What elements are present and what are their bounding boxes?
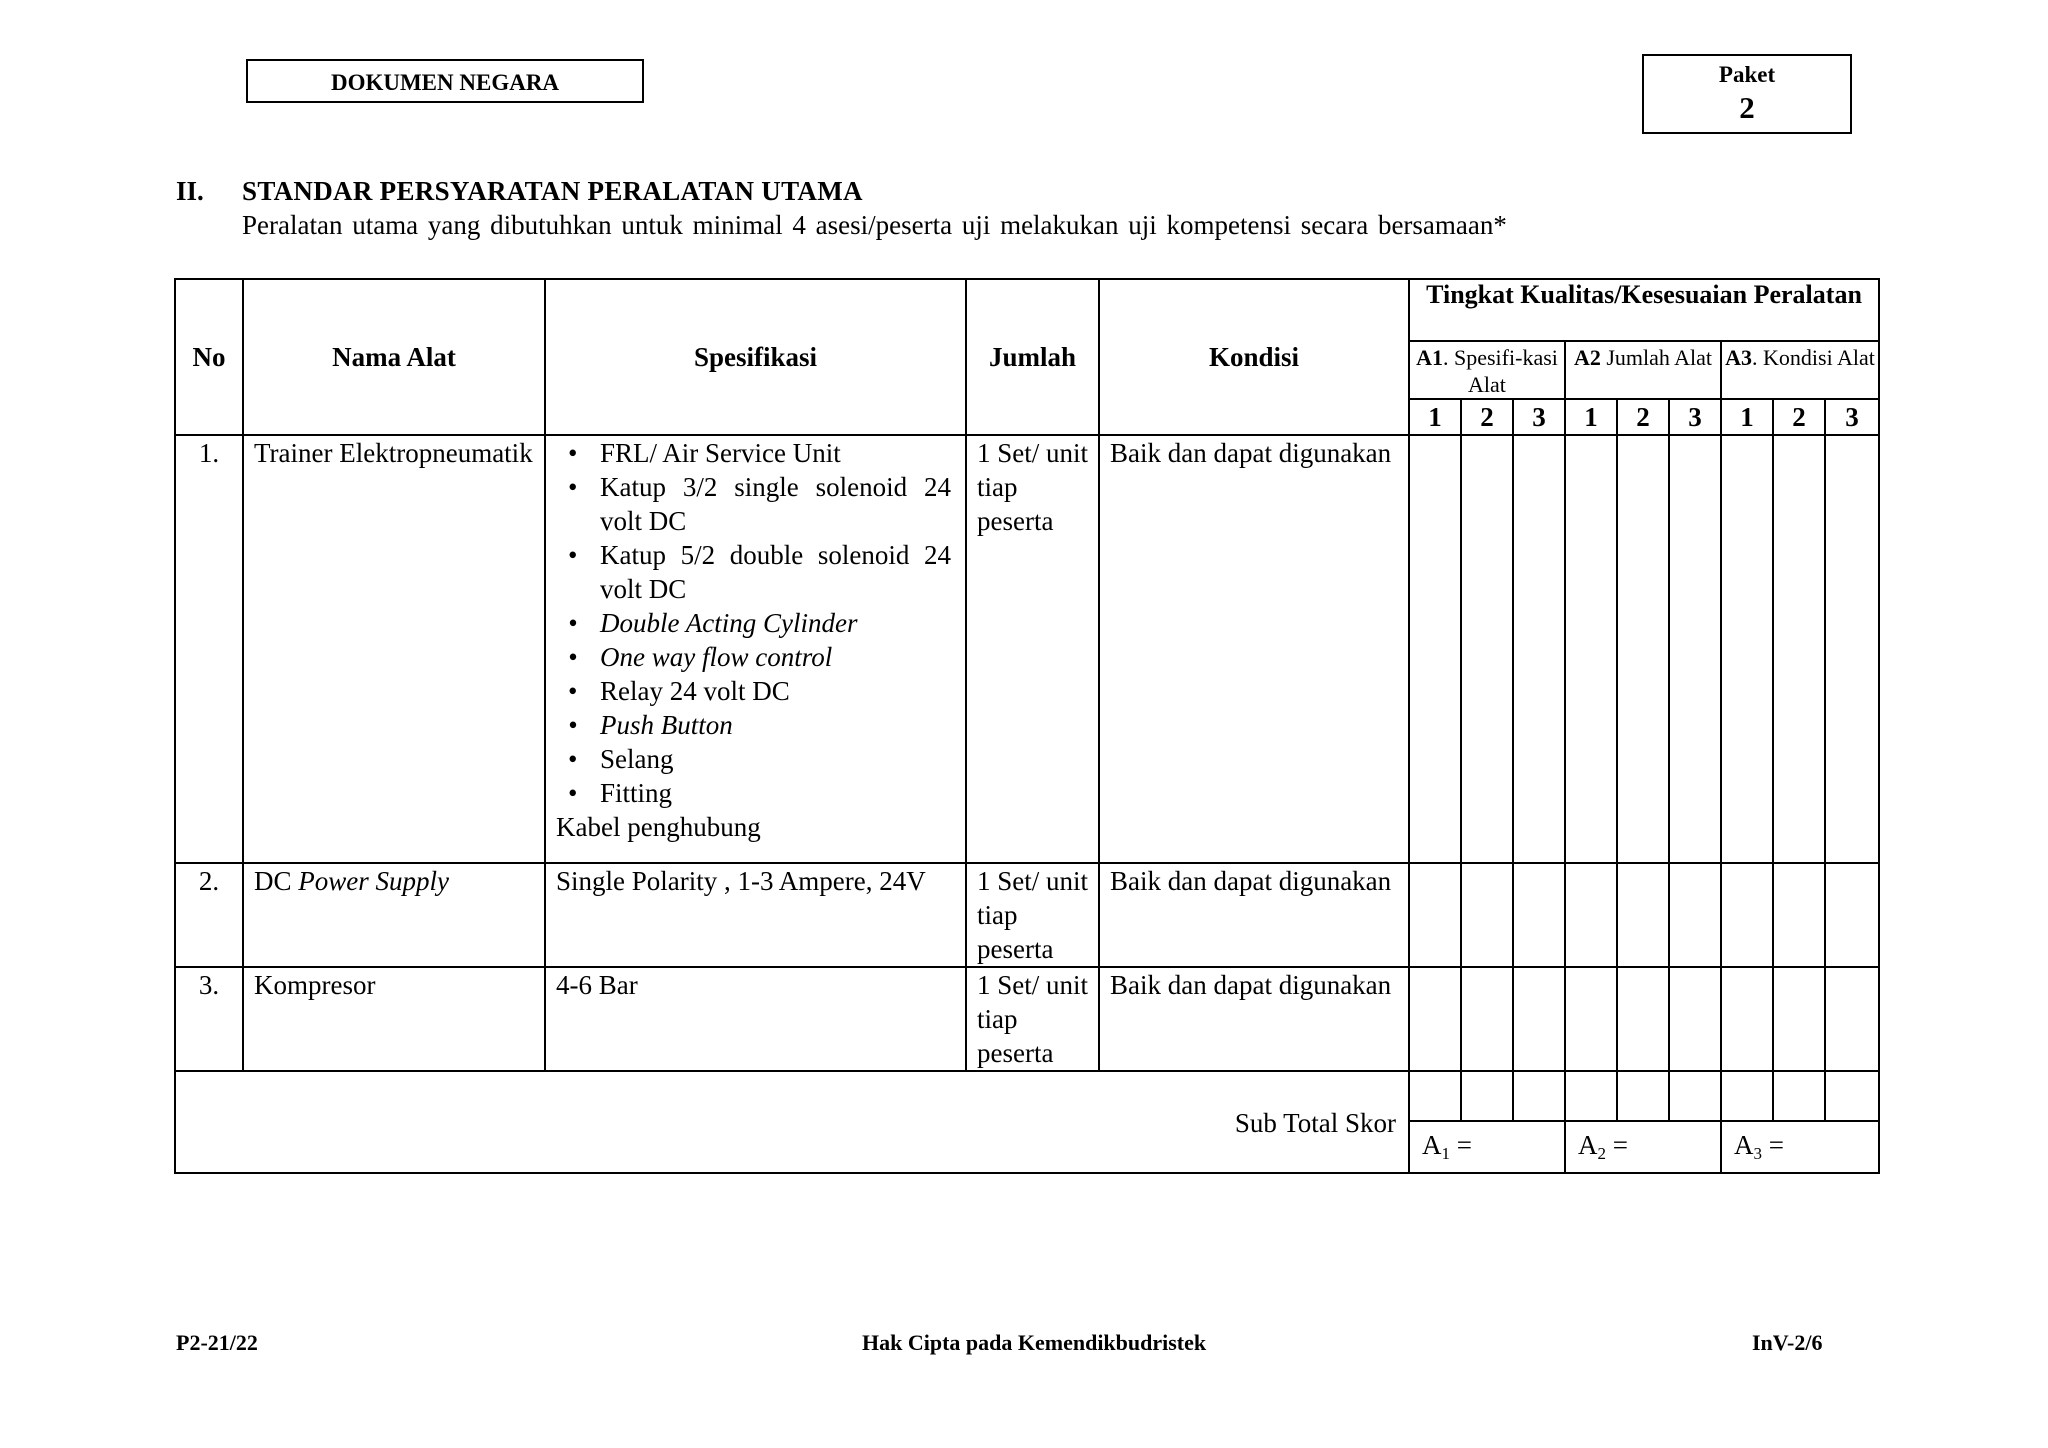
spec-item: • Relay 24 volt DC (556, 674, 951, 708)
spec-item: • One way flow control (556, 640, 951, 674)
score-cell[interactable] (1617, 1071, 1669, 1121)
header-no: No (175, 279, 243, 435)
score-level: 1 (1409, 399, 1461, 435)
spec-extra: Kabel penghubung (556, 812, 761, 842)
paket-box (1642, 54, 1852, 134)
score-cell[interactable] (1565, 435, 1617, 863)
spec-item: • Fitting (556, 776, 951, 810)
score-cell[interactable] (1773, 1071, 1825, 1121)
header-nama-alat: Nama Alat (243, 279, 545, 435)
score-cell[interactable] (1409, 863, 1461, 967)
score-cell[interactable] (1721, 435, 1773, 863)
row-nama-alat (243, 863, 545, 967)
row-nama-alat: Trainer Elektropneumatik (243, 435, 545, 863)
a2-equals: = (1606, 1130, 1628, 1160)
row-kondisi: Baik dan dapat digunakan (1099, 863, 1409, 967)
score-cell[interactable] (1669, 1071, 1721, 1121)
score-level: 2 (1461, 399, 1513, 435)
score-level: 3 (1825, 399, 1879, 435)
equipment-table (174, 278, 1880, 1174)
row-nama-alat: Kompresor (243, 967, 545, 1071)
score-cell[interactable] (1565, 1071, 1617, 1121)
score-cell[interactable] (1513, 435, 1565, 863)
header-spesifikasi: Spesifikasi (545, 279, 966, 435)
score-cell[interactable] (1825, 435, 1879, 863)
spec-item: • Katup 5/2 double solenoid 24 volt DC (556, 538, 951, 606)
score-cell[interactable] (1513, 967, 1565, 1071)
row-spesifikasi: 4-6 Bar (545, 967, 966, 1071)
row-jumlah: 1 Set/ unit tiap peserta (966, 863, 1099, 967)
score-cell[interactable] (1461, 967, 1513, 1071)
a2-sum-sub: 2 (1597, 1144, 1606, 1163)
a1-sum-sub: 1 (1441, 1144, 1450, 1163)
row-spesifikasi (545, 435, 966, 863)
score-cell[interactable] (1669, 967, 1721, 1071)
a2-code: A2 (1573, 345, 1601, 370)
score-level: 3 (1513, 399, 1565, 435)
table-row (175, 863, 1879, 967)
row-jumlah: 1 Set/ unit tiap peserta (966, 967, 1099, 1071)
score-cell[interactable] (1721, 967, 1773, 1071)
a1-subtotal[interactable] (1409, 1121, 1565, 1173)
spec-item: • Double Acting Cylinder (556, 606, 951, 640)
a3-sum-sub: 3 (1753, 1144, 1762, 1163)
footer-code: P2-21/22 (176, 1330, 258, 1355)
score-cell[interactable] (1617, 967, 1669, 1071)
score-cell[interactable] (1617, 863, 1669, 967)
row-no: 2. (175, 863, 243, 967)
score-cell[interactable] (1409, 435, 1461, 863)
score-cell[interactable] (1565, 967, 1617, 1071)
spec-item: • Katup 3/2 single solenoid 24 volt DC (556, 470, 951, 538)
spec-item: • Selang (556, 742, 951, 776)
score-level: 2 (1773, 399, 1825, 435)
paket-number: 2 (1739, 90, 1755, 125)
section-title: STANDAR PERSYARATAN PERALATAN UTAMA (242, 176, 863, 206)
spec-list (556, 436, 951, 810)
a3-sum-letter: A (1734, 1130, 1754, 1160)
header-a2 (1565, 341, 1721, 399)
score-level: 1 (1721, 399, 1773, 435)
row-kondisi: Baik dan dapat digunakan (1099, 967, 1409, 1071)
row-no: 3. (175, 967, 243, 1071)
score-cell[interactable] (1825, 967, 1879, 1071)
score-cell[interactable] (1773, 435, 1825, 863)
score-cell[interactable] (1461, 1071, 1513, 1121)
a2-label: Jumlah Alat (1600, 345, 1713, 370)
a1-sum-letter: A (1422, 1130, 1442, 1160)
subtotal-label: Sub Total Skor (175, 1071, 1409, 1173)
nama-prefix: DC (254, 866, 299, 896)
score-cell[interactable] (1669, 863, 1721, 967)
table-row (175, 435, 1879, 863)
score-cell[interactable] (1825, 1071, 1879, 1121)
a1-code: A1 (1416, 345, 1443, 370)
spec-item: • Push Button (556, 708, 951, 742)
row-kondisi: Baik dan dapat digunakan (1099, 435, 1409, 863)
footer-page: InV-2/6 (1752, 1330, 1823, 1355)
score-cell[interactable] (1461, 435, 1513, 863)
a2-subtotal[interactable] (1565, 1121, 1721, 1173)
a3-label: . Kondisi Alat (1752, 345, 1875, 370)
score-cell[interactable] (1409, 1071, 1461, 1121)
document-classification-label: DOKUMEN NEGARA (246, 59, 644, 103)
row-no: 1. (175, 435, 243, 863)
score-cell[interactable] (1617, 435, 1669, 863)
header-kondisi: Kondisi (1099, 279, 1409, 435)
score-cell[interactable] (1721, 863, 1773, 967)
footer-copyright: Hak Cipta pada Kemendikbudristek (862, 1330, 1207, 1355)
score-cell[interactable] (1513, 1071, 1565, 1121)
score-cell[interactable] (1565, 863, 1617, 967)
score-cell[interactable] (1721, 1071, 1773, 1121)
score-level: 1 (1565, 399, 1617, 435)
a1-equals: = (1450, 1130, 1472, 1160)
section-subtitle: Peralatan utama yang dibutuhkan untuk minimal 4 asesi/peserta uji melakukan uji kompetensi secara bersamaan* (242, 210, 1507, 240)
score-cell[interactable] (1773, 863, 1825, 967)
row-jumlah: 1 Set/ unit tiap peserta (966, 435, 1099, 863)
score-cell[interactable] (1513, 863, 1565, 967)
section-number: II. (176, 176, 204, 206)
score-level: 3 (1669, 399, 1721, 435)
a2-sum-letter: A (1578, 1130, 1598, 1160)
header-jumlah: Jumlah (966, 279, 1099, 435)
spec-item: • FRL/ Air Service Unit (556, 436, 951, 470)
a3-equals: = (1762, 1130, 1784, 1160)
a1-label: . Spesifi-kasi Alat (1443, 345, 1558, 397)
score-cell[interactable] (1669, 435, 1721, 863)
header-quality-group: Tingkat Kualitas/Kesesuaian Peralatan (1409, 279, 1879, 341)
score-cell[interactable] (1825, 863, 1879, 967)
score-cell[interactable] (1409, 967, 1461, 1071)
score-level: 2 (1617, 399, 1669, 435)
paket-label: Paket (1718, 62, 1776, 87)
table-row (175, 967, 1879, 1071)
a3-code: A3 (1725, 345, 1753, 370)
score-cell[interactable] (1461, 863, 1513, 967)
score-cell[interactable] (1773, 967, 1825, 1071)
nama-italic: Power Supply (298, 866, 449, 896)
row-spesifikasi: Single Polarity , 1-3 Ampere, 24V (545, 863, 966, 967)
subtotal-row (175, 1071, 1879, 1121)
a3-subtotal[interactable] (1721, 1121, 1879, 1173)
header-a1 (1409, 341, 1565, 399)
header-a3 (1721, 341, 1879, 399)
